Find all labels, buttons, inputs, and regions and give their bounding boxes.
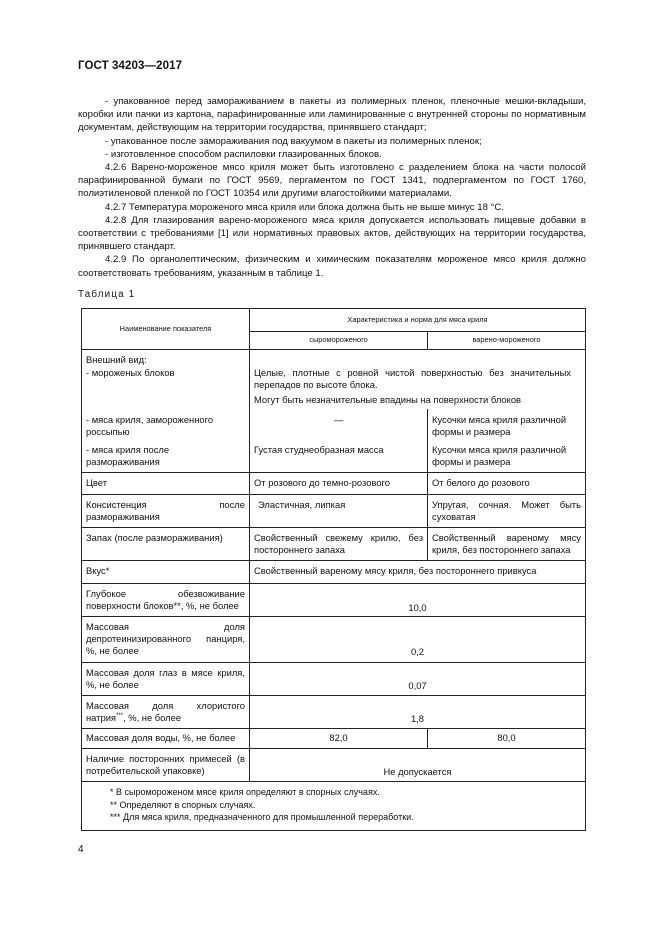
table-notes — [82, 782, 586, 831]
document-header: ГОСТ 34203—2017 — [78, 60, 183, 72]
row-value: 0,07 — [250, 662, 586, 695]
row-label: Вкус* — [82, 561, 250, 583]
col-header-cooked: варено-мороженого — [428, 332, 586, 350]
row-value-raw: — — [250, 409, 428, 440]
paragraph: - упакованное после замораживания под вакуумом в пакеты из полимерных пленок; — [105, 135, 482, 147]
row-label: Массовая доля глаз в мясе криля, %, не более — [82, 662, 250, 695]
table-row — [82, 617, 586, 663]
col-header-name: Наименование показателя — [82, 309, 250, 350]
requirements-table — [81, 308, 586, 831]
table-row — [82, 409, 586, 440]
row-label: - мяса криля, замороженного россыпью — [82, 409, 250, 440]
row-value-cooked: Кусочки мяса криля различной формы и размера — [428, 409, 586, 440]
row-value-raw: Свойственный свежему крилю, без постороннего запаха — [250, 528, 428, 561]
row-label: - мяса криля после размораживания — [82, 440, 250, 473]
row-value: Не допускается — [250, 748, 586, 781]
row-label: Массовая доля воды, %, не более — [82, 729, 250, 748]
table-notes-row — [82, 782, 586, 831]
page-number: 4 — [78, 844, 84, 855]
table-row — [82, 494, 586, 527]
row-value-cooked: 80,0 — [428, 729, 586, 748]
row-value: Свойственный вареному мясу криля, без постороннего привкуса — [250, 561, 586, 583]
paragraph: 4.2.7 Температура мороженого мяса криля или блока должна быть не выше минус 18 °С. — [105, 201, 505, 213]
note: ** Определяют в спорных случаях. — [110, 799, 256, 810]
paragraph: 4.2.6 Варено-мороженое мясо криля может быть изготовлено с разделением блока на части полосой парафинированной бумаги по ГОСТ 9569, пергаментом по ГОСТ 1341, подпергаментом по ГОСТ 1760, полиэтиленовой пленкой по ГОСТ 10354 или другими влагостойкими материалами. — [78, 162, 586, 200]
col-header-group: Характеристика и норма для мяса криля — [250, 309, 586, 332]
row-value: 10,0 — [250, 583, 586, 616]
row-value: 1,8 — [250, 696, 586, 729]
table-row — [82, 561, 586, 583]
row-label: Наличие посторонних примесей (в потребительской упаковке) — [82, 748, 250, 781]
row-label: Массовая доля хлористого натрия***, %, не более — [82, 696, 250, 729]
table-row — [82, 662, 586, 695]
row-label: Массовая доля депротеинизированного панциря, %, не более — [82, 617, 250, 663]
row-value-raw: Густая студнеобразная масса — [250, 440, 428, 473]
row-value-cooked: Кусочки мяса криля различной формы и размера — [428, 440, 586, 473]
body-text — [78, 95, 586, 280]
row-label: Цвет — [82, 473, 250, 494]
row-value-raw: 82,0 — [250, 729, 428, 748]
table-caption: Таблица 1 — [78, 289, 136, 300]
table-row — [82, 350, 586, 409]
note: * В сыромороженом мясе криля определяют в спорных случаях. — [110, 787, 380, 798]
row-label: Запах (после размораживания) — [82, 528, 250, 561]
paragraph: - упакованное перед замораживанием в пакеты из полимерных пленок, пленочные мешки-вкладыши, коробки или пачки из картона, парафинированные или ламинированные с внутренней стороны по нормативным документам, действующим на территории государства, принявшего стандарт; — [78, 96, 586, 134]
row-label: Глубокое обезвоживание поверхности блоков**, %, не более — [82, 583, 250, 616]
paragraph: 4.2.9 По органолептическим, физическим и химическим показателям мороженое мясо криля должно соответствовать требованиям, указанным в таблице 1. — [78, 254, 586, 279]
row-value-raw: Эластичная, липкая — [250, 494, 428, 527]
table-row — [82, 696, 586, 729]
table-row — [82, 528, 586, 561]
note: *** Для мяса криля, предназначенного для промышленной переработки. — [110, 812, 414, 823]
table-row — [82, 583, 586, 616]
paragraph: - изготовленное способом распиловки глазированных блоков. — [105, 148, 382, 160]
table-row — [82, 473, 586, 494]
table-row — [82, 748, 586, 781]
row-value-raw: От розового до темно-розового — [250, 473, 428, 494]
col-header-raw: сыромороженого — [250, 332, 428, 350]
row-value-cooked: От белого до розового — [428, 473, 586, 494]
table-header-row — [82, 309, 586, 332]
row-value-cooked: Свойственный вареному мясу криля, без постороннего запаха — [428, 528, 586, 561]
paragraph: 4.2.8 Для глазирования варено-мороженого мяса криля допускается использовать пищевые добавки в соответствии с требованиями [1] или нормативных правовых актов, действующих на территории государства, принявшего стандарт. — [78, 214, 586, 253]
row-value: 0,2 — [250, 617, 586, 663]
row-value-cooked: Упругая, сочная. Может быть суховатая — [428, 494, 586, 527]
row-label: Внешний вид: - мороженых блоков — [82, 350, 250, 409]
row-value: Целые, плотные с ровной чистой поверхностью без значительных перепадов по высоте блока. Могут быть незначительные впадины на поверхности блоков — [250, 350, 586, 409]
table-row — [82, 440, 586, 473]
table-row — [82, 729, 586, 748]
row-label: Консистенция после размораживания — [82, 494, 250, 527]
